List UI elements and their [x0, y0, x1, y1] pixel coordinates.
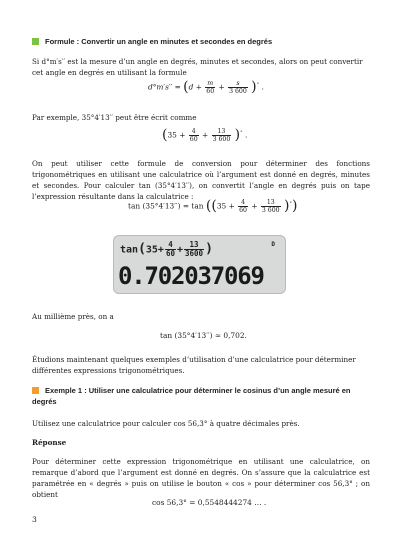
page-number: 3	[32, 515, 37, 524]
fraction-13-3600: $\frac{13}{3 600}$	[212, 128, 231, 143]
example-expression: (35 + $\frac{4}{60}$ + $\frac{13}{3 600}$ )° .	[162, 127, 248, 143]
example-intro: Par exemple, 35°4′13′′ peut être écrit comme	[32, 113, 197, 122]
formula-intro: Si d°m′s′′ est la mesure d’un angle en degrés, minutes et secondes, alors on peut convertir cet angle en degrés en utilisant la formule	[32, 57, 363, 77]
green-square-icon	[32, 38, 39, 45]
answer-label: Réponse	[32, 438, 67, 447]
millieme-text: Au millième près, on a	[32, 312, 114, 321]
calculator-display	[113, 235, 286, 294]
transition-text: Étudions maintenant quelques exemples d’utilisation d’une calculatrice pour déterminer différentes expressions trigonométriques.	[32, 355, 356, 375]
conversion-paragraph: On peut utiliser cette formule de conversion pour déterminer des fonctions trigonométriques en utilisant une calculatrice où l’argument est donné en degrés, minutes et secondes. Pour calculer tan (35°4′13′′), on convertit l’angle en degrés puis on tape l’expression résultante dans la calculatrice :	[32, 159, 370, 201]
answer-text: Pour déterminer cette expression trigonométrique en utilisant une calculatrice, on remarque d’abord que l’argument est donné en degrés. On s’assure que la calculatrice est paramétrée en « degrés » puis on utilise le bouton « cos » pour déterminer cos 56,3° ; on obtient	[32, 457, 370, 499]
tan-expression: tan (35°4′13′′) = tan ((35 + $\frac{4}{60}$ + $\frac{13}{3 600}$ )°)	[128, 198, 298, 214]
conversion-formula: d°m′s′′ = (d + $\frac{m}{60}$ + $\frac{s}{3 600}$ )° .	[148, 79, 264, 95]
tan-result: tan (35°4′13′′) ≈ 0,702.	[160, 331, 247, 340]
fraction-s: $\frac{s}{3 600}$	[229, 80, 247, 95]
fraction-4-60: $\frac{4}{60}$	[189, 128, 198, 143]
calculator-result: 0.702037069	[118, 262, 264, 290]
degree-mode-indicator: D	[271, 241, 275, 248]
formula-heading: Formule : Convertir un angle en minutes et secondes en degrés	[32, 36, 377, 47]
orange-square-icon	[32, 387, 39, 394]
cos-result: cos 56,3° = 0,5548444274 … .	[152, 498, 267, 507]
example-question: Utilisez une calculatrice pour calculer cos 56,3° à quatre décimales près.	[32, 419, 300, 428]
fraction-m: $\frac{m}{60}$	[206, 80, 215, 95]
calculator-input-line: tan(35+ $\frac{4}{60}$ + $\frac{13}{3600}$ )	[120, 240, 213, 258]
example-heading: Exemple 1 : Utiliser une calculatrice pour déterminer le cosinus d’un angle mesuré en degrés	[32, 386, 351, 406]
